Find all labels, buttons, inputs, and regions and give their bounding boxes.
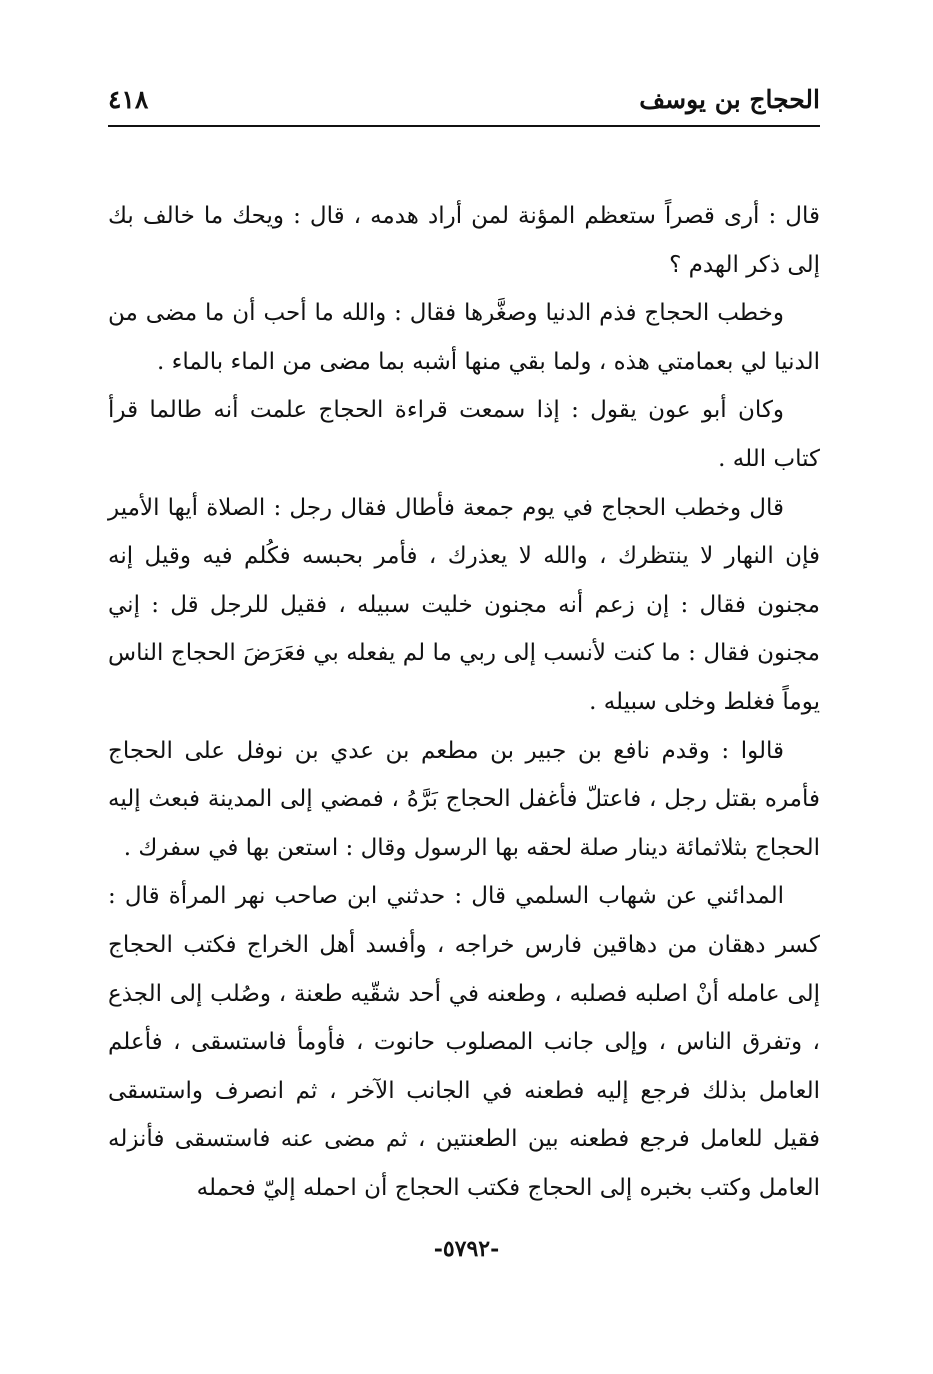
page-footer-number: -٥٧٩٢- bbox=[433, 1236, 500, 1262]
page-number: ٤١٨ bbox=[108, 84, 149, 114]
running-header bbox=[108, 78, 820, 120]
paragraph: المدائني عن شهاب السلمي قال : حدثني ابن صاحب نهر المرأة قال : كسر دهقان من دهاقين فارس خراجه ، وأفسد أهل الخراج فكتب الحجاج إلى عامله أنْ اصلبه فصلبه ، وطعنه في أحد شقّيه طعنة ، وصُلب إلى الجذع ، وتفرق الناس ، وإلى جانب المصلوب حانوت ، فأومأ فاستسقى ، فأعلم العامل بذلك فرجع إليه فطعنه في الجانب الآخر ، ثم انصرف واستسقى فقيل للعامل فرجع فطعنه بين الطعنتين ، ثم مضى عنه فاستسقى فأنزله العامل وكتب بخبره إلى الحجاج فكتب الحجاج أن احمله إليّ فحمله bbox=[108, 883, 820, 1201]
body-text bbox=[108, 192, 820, 1212]
paragraph: قال : أرى قصراً ستعظم المؤنة لمن أراد هدمه ، قال : ويحك ما خالف بك إلى ذكر الهدم ؟ bbox=[108, 203, 820, 278]
paragraph: وكان أبو عون يقول : إذا سمعت قراءة الحجاج علمت أنه طالما قرأ كتاب الله . bbox=[108, 397, 820, 472]
paragraph: قالوا : وقدم نافع بن جبير بن مطعم بن عدي بن نوفل على الحجاج فأمره بقتل رجل ، فاعتلّ فأغفل الحجاج بَرَّهُ ، فمضي إلى المدينة فبعث إليه الحجاج بثلاثمائة دينار صلة لحقه بها الرسول وقال : استعن بها في سفرك . bbox=[108, 737, 820, 861]
paragraph: قال وخطب الحجاج في يوم جمعة فأطال فقال رجل : الصلاة أيها الأمير فإن النهار لا ينتظرك ، والله لا يعذرك ، فأمر بحبسه فكُلم فيه وقيل إنه مجنون فقال : إن زعم أنه مجنون خليت سبيله ، فقيل للرجل قل : إني مجنون فقال : ما كنت لأنسب إلى ربي ما لم يفعله بي فعَرَضَ الحجاج الناس يوماً فغلط وخلى سبيله . bbox=[108, 494, 820, 715]
paragraph: وخطب الحجاج فذم الدنيا وصغَّرها فقال : والله ما أحب أن ما مضى من الدنيا لي بعمامتي هذه ، ولما بقي منها أشبه بما مضى من الماء بالماء . bbox=[108, 300, 820, 375]
running-title: الحجاج بن يوسف bbox=[639, 84, 820, 114]
header-divider bbox=[108, 125, 820, 127]
